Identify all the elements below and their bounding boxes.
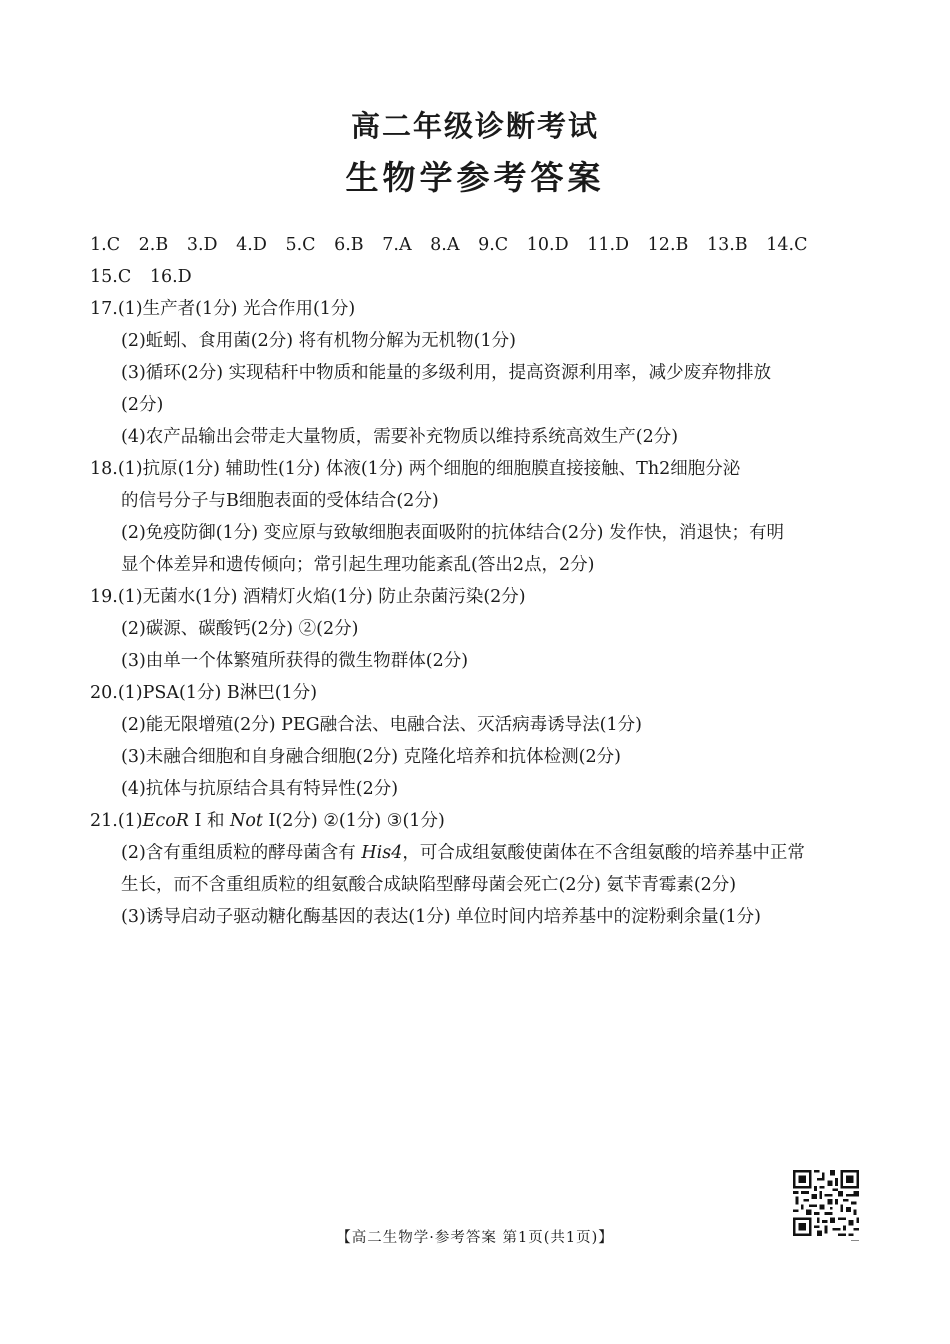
q18-line-1: 18.(1)抗原(1分) 辅助性(1分) 体液(1分) 两个细胞的细胞膜直接接触、Th2细胞分泌 (90, 459, 741, 479)
mc-answer: 11.D (587, 235, 630, 255)
his4-gene: His4 (361, 843, 403, 863)
q20-line-4: (4)抗体与抗原结合具有特异性(2分) (121, 779, 399, 799)
mc-answer: 2.B (138, 235, 169, 255)
mc-answer: 5.C (285, 235, 316, 255)
q21-line-2 (121, 841, 805, 865)
q19-line-1: 19.(1)无菌水(1分) 酒精灯火焰(1分) 防止杂菌污染(2分) (90, 587, 526, 607)
q17-line-1: 17.(1)生产者(1分) 光合作用(1分) (90, 299, 356, 319)
q20-line-3: (3)未融合细胞和自身融合细胞(2分) 克隆化培养和抗体检测(2分) (121, 747, 621, 767)
mc-answer: 10.D (526, 235, 569, 255)
q18-line-3: (2)免疫防御(1分) 变应原与致敏细胞表面吸附的抗体结合(2分) 发作快，消退快；有明 (121, 523, 784, 543)
mc-answer: 8.A (430, 235, 460, 255)
q21-line-3: 生长，而不含重组质粒的组氨酸合成缺陷型酵母菌会死亡(2分) 氨苄青霉素(2分) (121, 875, 737, 895)
mc-answer: 4.D (236, 235, 267, 255)
mc-answer: 15.C (90, 267, 132, 287)
q21-line-2-prefix: (2)含有重组质粒的酵母菌含有 (121, 843, 362, 863)
mc-answer: 3.D (186, 235, 218, 255)
q17-line-3: (3)循环(2分) 实现秸秆中物质和能量的多级利用，提高资源利用率，减少废弃物排放 (121, 363, 772, 383)
q20-line-1: 20.(1)PSA(1分) B淋巴(1分) (90, 683, 318, 703)
mc-answer: 9.C (478, 235, 509, 255)
q21-line-1 (90, 809, 445, 833)
mc-answer: 16.D (149, 267, 192, 287)
mc-answer: 1.C (90, 235, 121, 255)
mc-answer: 7.A (382, 235, 412, 255)
q17-line-5: (4)农产品输出会带走大量物质，需要补充物质以维持系统高效生产(2分) (121, 427, 679, 447)
mc-answer: 12.B (647, 235, 689, 255)
q21-line-1-prefix: 21.(1) (90, 811, 143, 831)
q21-line-1-suffix: Ⅰ(2分) ②(1分) ③(1分) (262, 811, 445, 831)
exam-title: 高二年级诊断考试 (350, 109, 599, 143)
mc-answers-row-1 (90, 233, 820, 257)
q17-line-2: (2)蚯蚓、食用菌(2分) 将有机物分解为无机物(1分) (121, 331, 516, 351)
corner-mark (851, 1240, 859, 1241)
q21-line-4: (3)诱导启动子驱动糖化酶基因的表达(1分) 单位时间内培养基中的淀粉剩余量(1分) (121, 907, 761, 927)
q19-line-3: (3)由单一个体繁殖所获得的微生物群体(2分) (121, 651, 469, 671)
q19-line-2: (2)碳源、碳酸钙(2分) ②(2分) (121, 619, 359, 639)
page-footer: 【高二生物学·参考答案 第1页(共1页)】 (336, 1230, 614, 1246)
answer-key-title: 生物学参考答案 (345, 158, 605, 197)
q21-line-2-suffix: ，可合成组氨酸使菌体在不含组氨酸的培养基中正常 (402, 843, 805, 863)
mc-answer: 14.C (766, 235, 808, 255)
mc-answer: 6.B (334, 235, 364, 255)
q17-line-4: (2分) (121, 395, 164, 415)
ecor-enzyme: EcoR (142, 811, 189, 831)
q18-line-2: 的信号分子与B细胞表面的受体结合(2分) (121, 491, 439, 511)
q18-line-4: 显个体差异和遗传倾向；常引起生理功能紊乱(答出2点，2分) (121, 555, 595, 575)
mc-answer: 13.B (706, 235, 748, 255)
q21-line-1-mid: Ⅰ 和 (188, 811, 231, 831)
q20-line-2: (2)能无限增殖(2分) PEG融合法、电融合法、灭活病毒诱导法(1分) (121, 715, 642, 735)
mc-answers-row-2 (90, 265, 205, 289)
not-enzyme: Not (230, 811, 263, 831)
